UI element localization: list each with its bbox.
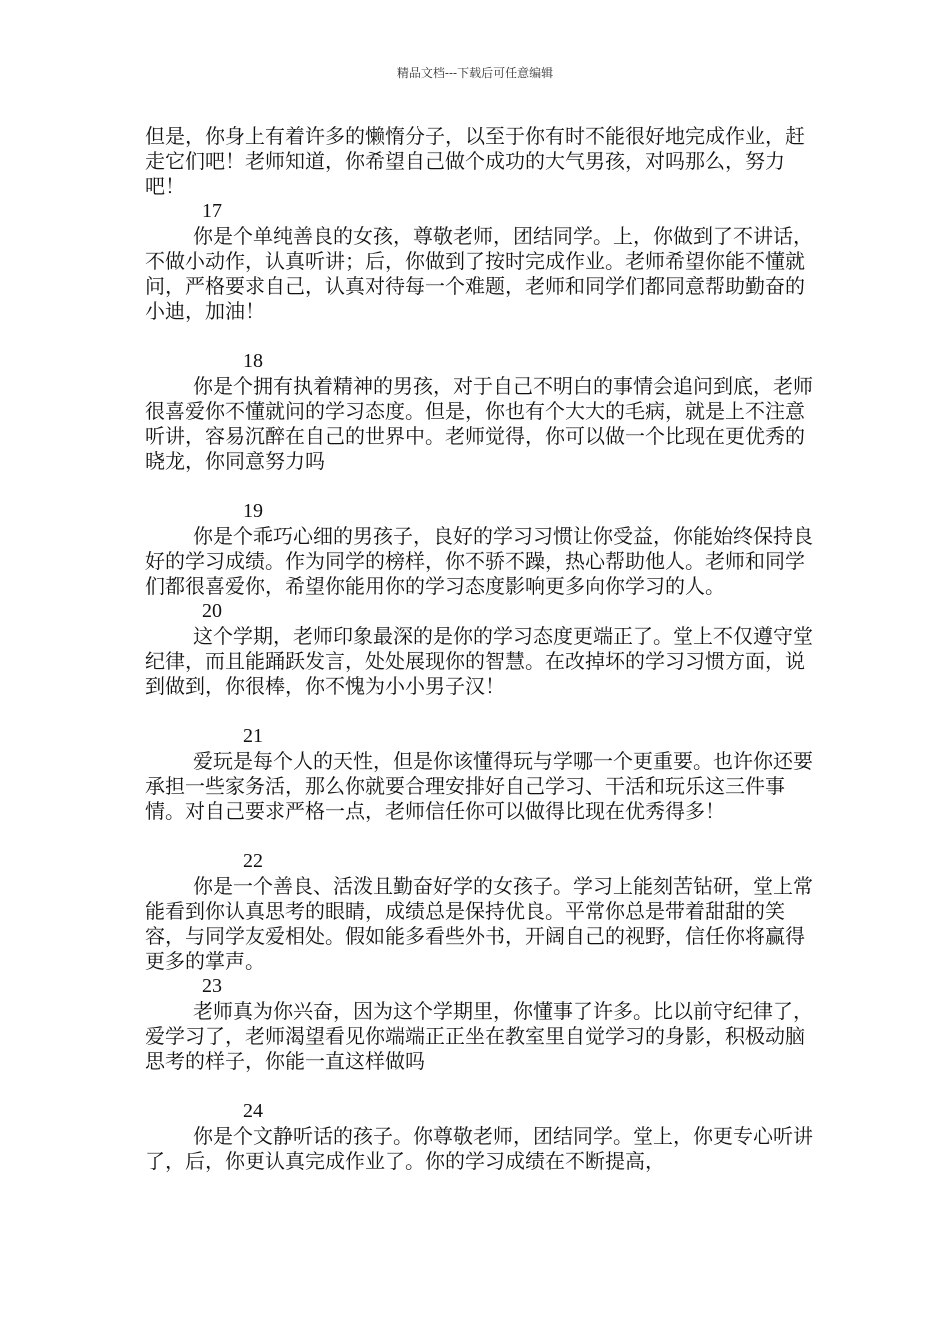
comment-paragraph: 老师真为你兴奋，因为这个学期里，你懂事了许多。比以前守纪律了，爱学习了，老师渴望看见你端端正正坐在教室里自觉学习的身影，积极动脑思考的样子，你能一直这样做吗 [145, 999, 813, 1073]
comment-paragraph: 你是一个善良、活泼且勤奋好学的女孩子。学习上能刻苦钻研，堂上常能看到你认真思考的眼睛，成绩总是保持优良。平常你总是带着甜甜的笑容，与同学友爱相处。假如能多看些外书，开阔自己的视野，信任你将赢得更多的掌声。 [145, 874, 813, 973]
paragraph-spacer [145, 824, 815, 849]
entry-number: 20 [202, 600, 222, 622]
entry-number: 18 [243, 350, 263, 372]
paragraph-spacer [145, 474, 815, 499]
entry-number: 19 [243, 500, 263, 522]
entry-number: 22 [243, 850, 263, 872]
comment-paragraph: 你是个拥有执着精神的男孩，对于自己不明白的事情会追问到底，老师很喜爱你不懂就问的学习态度。但是，你也有个大大的毛病，就是上不注意听讲，容易沉醉在自己的世界中。老师觉得，你可以做一个比现在更优秀的晓龙，你同意努力吗 [145, 374, 813, 473]
comment-paragraph: 你是个文静听话的孩子。你尊敬老师，团结同学。堂上，你更专心听讲了，后，你更认真完成作业了。你的学习成绩在不断提高， [145, 1124, 813, 1173]
entry-number: 21 [243, 725, 263, 747]
entry-number: 23 [202, 975, 222, 997]
document-body [145, 124, 815, 1174]
page-header: 精品文档---下载后可任意编辑 [396, 66, 554, 80]
comment-paragraph: 这个学期，老师印象最深的是你的学习态度更端正了。堂上不仅遵守堂纪律，而且能踊跃发言，处处展现你的智慧。在改掉坏的学习习惯方面，说到做到，你很棒，你不愧为小小男子汉！ [145, 624, 813, 698]
comment-paragraph: 但是，你身上有着许多的懒惰分子，以至于你有时不能很好地完成作业，赶走它们吧！老师知道，你希望自己做个成功的大气男孩，对吗那么，努力吧！ [145, 124, 805, 198]
comment-paragraph: 你是个乖巧心细的男孩子，良好的学习习惯让你受益，你能始终保持良好的学习成绩。作为同学的榜样，你不骄不躁，热心帮助他人。老师和同学们都很喜爱你，希望你能用你的学习态度影响更多向你学习的人。 [145, 524, 813, 598]
comment-paragraph: 爱玩是每个人的天性，但是你该懂得玩与学哪一个更重要。也许你还要承担一些家务活，那么你就要合理安排好自己学习、干活和玩乐这三件事情。对自己要求严格一点，老师信任你可以做得比现在优秀得多！ [145, 749, 813, 823]
entry-number: 17 [202, 200, 222, 222]
entry-number: 24 [243, 1100, 263, 1122]
paragraph-spacer [145, 699, 815, 724]
paragraph-spacer [145, 324, 815, 349]
comment-paragraph: 你是个单纯善良的女孩，尊敬老师，团结同学。上，你做到了不讲话，不做小动作，认真听讲；后，你做到了按时完成作业。老师希望你能不懂就问，严格要求自己，认真对待每一个难题，老师和同学们都同意帮助勤奋的小迪，加油！ [145, 224, 813, 323]
paragraph-spacer [145, 1074, 815, 1099]
